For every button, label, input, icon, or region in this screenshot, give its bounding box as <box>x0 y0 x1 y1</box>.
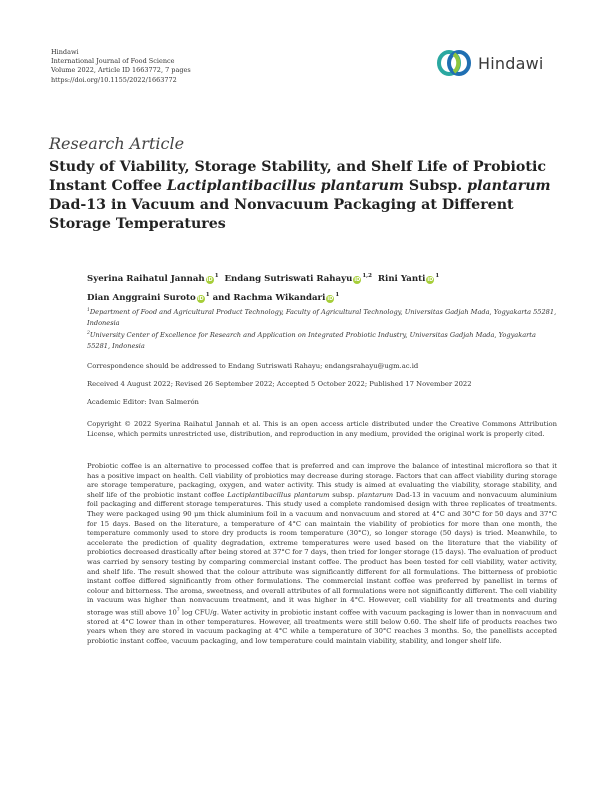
title-organism: Lactiplantibacillus plantarum <box>166 178 404 194</box>
article-type: Research Article <box>49 134 185 153</box>
author-name[interactable]: Rachma Wikandari <box>233 292 326 303</box>
hindawi-logo[interactable] <box>436 48 544 78</box>
volume-line: Volume 2022, Article ID 1663772, 7 pages <box>51 66 191 75</box>
affiliations <box>87 306 557 352</box>
author-connector: and <box>212 292 231 303</box>
affiliation-number: 2 <box>87 331 90 337</box>
orcid-icon[interactable]: iD <box>327 295 334 302</box>
affiliation-text: University Center of Excellence for Research and Application on Integrated Probiotic Industry, Universitas Gadjah Mada, Yogyakarta 55281, Indonesia <box>87 331 536 350</box>
orcid-icon[interactable]: iD <box>197 295 204 302</box>
abstract-text: Probiotic coffee is an alternative to processed coffee that is preferred and can improve the balance of intestinal microflora so that it has a positive impact on health. Cell viability of probiotics may decrease during storage. Factors that can affect viability during storage are storage temperature, packaging, oxygen, and water activity. This study is aimed at evaluating the viability, storage stability, and shelf life of the probiotic instant coffee <box>87 462 557 499</box>
title-part: Study of Viability, Storage Stability, and Shelf Life of Probiotic Instant Coffee <box>49 159 546 194</box>
article-dates: Received 4 August 2022; Revised 26 September 2022; Accepted 5 October 2022; Published 17 November 2022 <box>87 380 472 388</box>
journal-name: International Journal of Food Science <box>51 57 175 66</box>
author-name[interactable]: Rini Yanti <box>377 274 426 284</box>
article-title <box>49 158 559 234</box>
author-affiliation-ref: 1 <box>214 273 219 279</box>
author-list <box>87 269 557 306</box>
abstract-text: subsp. <box>329 490 358 499</box>
author-affiliation-ref: 1 <box>335 291 340 298</box>
abstract-subsp: plantarum <box>357 490 394 499</box>
doi-link[interactable]: https://doi.org/10.1155/2022/1663772 <box>51 75 177 84</box>
title-part: Subsp. <box>403 178 468 194</box>
publisher-name: Hindawi <box>51 48 79 56</box>
hindawi-logo-text: Hindawi <box>478 53 544 73</box>
author-name[interactable]: Dian Anggraini Suroto <box>87 292 196 303</box>
title-subsp: plantarum <box>467 178 551 194</box>
abstract <box>87 462 557 647</box>
abstract-text: Dad-13 in vacuum and nonvacuum aluminium foil packaging and different storage temperatures. This study used a complete randomised design with three replicates of treatments. They were packaged using 90 μm thick aluminium foil in a vacuum and nonvacuum and stored at 4°C and 30°C for 50 days and 37°C for 15 days. Based on the literature, a temperature of 4°C can maintain the viability of probiotics for more than one month, the temperature commonly used to store dry products is room temperature (30°C), so longer storage (50 days) is tried. Meanwhile, to accelerate the prediction of quality degradation, extreme temperatures were used based on the literature that the viability of probiotics decreased drastically after being stored at 37°C for 7 days, then tried for longer storage (15 days). The evaluation of product was carried by sensory testing by comparing commercial instant coffee. The product has been tested for cell viability, water activity, and shelf life. The result showed that the colour attribute was significantly different for all formulations. The bitterness of probiotic instant coffee differed significantly from other formulations. The commercial instant coffee was preferred by panellist in terms of colour and bitterness. The aroma, sweetness, and overall attributes of all formulations were not significantly different. The cell viability in vacuum was higher than nonvacuum treatment, and it was higher in 4°C. However, cell viability for all treatments and during storage was still above 10 <box>87 490 557 617</box>
author-name[interactable]: Syerina Raihatul Jannah <box>87 274 205 284</box>
orcid-icon[interactable]: iD <box>354 277 361 283</box>
author-name[interactable]: Endang Sutriswati Rahayu <box>224 274 353 284</box>
academic-editor: Academic Editor: Ivan Salmerón <box>87 398 199 406</box>
correspondence: Correspondence should be addressed to Endang Sutriswati Rahayu; endangsrahayu@ugm.ac.id <box>87 362 419 370</box>
orcid-icon[interactable]: iD <box>427 277 434 283</box>
abstract-text: log CFU/g. Water activity in probiotic instant coffee with vacuum packaging is lower than in nonvacuum and stored at 4°C lower than in other temperatures. However, all treatments were still below 0.60. The shelf life of products reaches two years when they are stored in vacuum packaging at 4°C while a temperature of 30°C reaches 3 months. So, the panellists accepted probiotic instant coffee, vacuum packaging, and low temperature could maintain viability, stability, and longer shelf life. <box>87 608 557 645</box>
abstract-exponent: 7 <box>176 607 180 613</box>
journal-header-meta <box>51 48 191 85</box>
hindawi-logo-icon <box>436 48 472 78</box>
title-part: Dad-13 in Vacuum and Nonvacuum Packaging at Different Storage Temperatures <box>49 197 514 232</box>
affiliation-text: Department of Food and Agricultural Product Technology, Faculty of Agricultural Technology, Universitas Gadjah Mada, Yogyakarta 55281, Indonesia <box>87 308 557 327</box>
affiliation-item <box>87 306 557 328</box>
affiliation-item <box>87 329 557 351</box>
author-affiliation-ref: 1 <box>205 291 210 298</box>
copyright-notice: Copyright © 2022 Syerina Raihatul Jannah et al. This is an open access article distributed under the Creative Commons Attribution License, which permits unrestricted use, distribution, and reproduction in any medium, provided the original work is properly cited. <box>87 420 557 438</box>
abstract-organism: Lactiplantibacillus plantarum <box>227 490 330 499</box>
orcid-icon[interactable]: iD <box>206 277 213 283</box>
author-affiliation-ref: 1,2 <box>362 273 372 279</box>
affiliation-number: 1 <box>87 308 90 313</box>
author-affiliation-ref: 1 <box>435 273 440 279</box>
